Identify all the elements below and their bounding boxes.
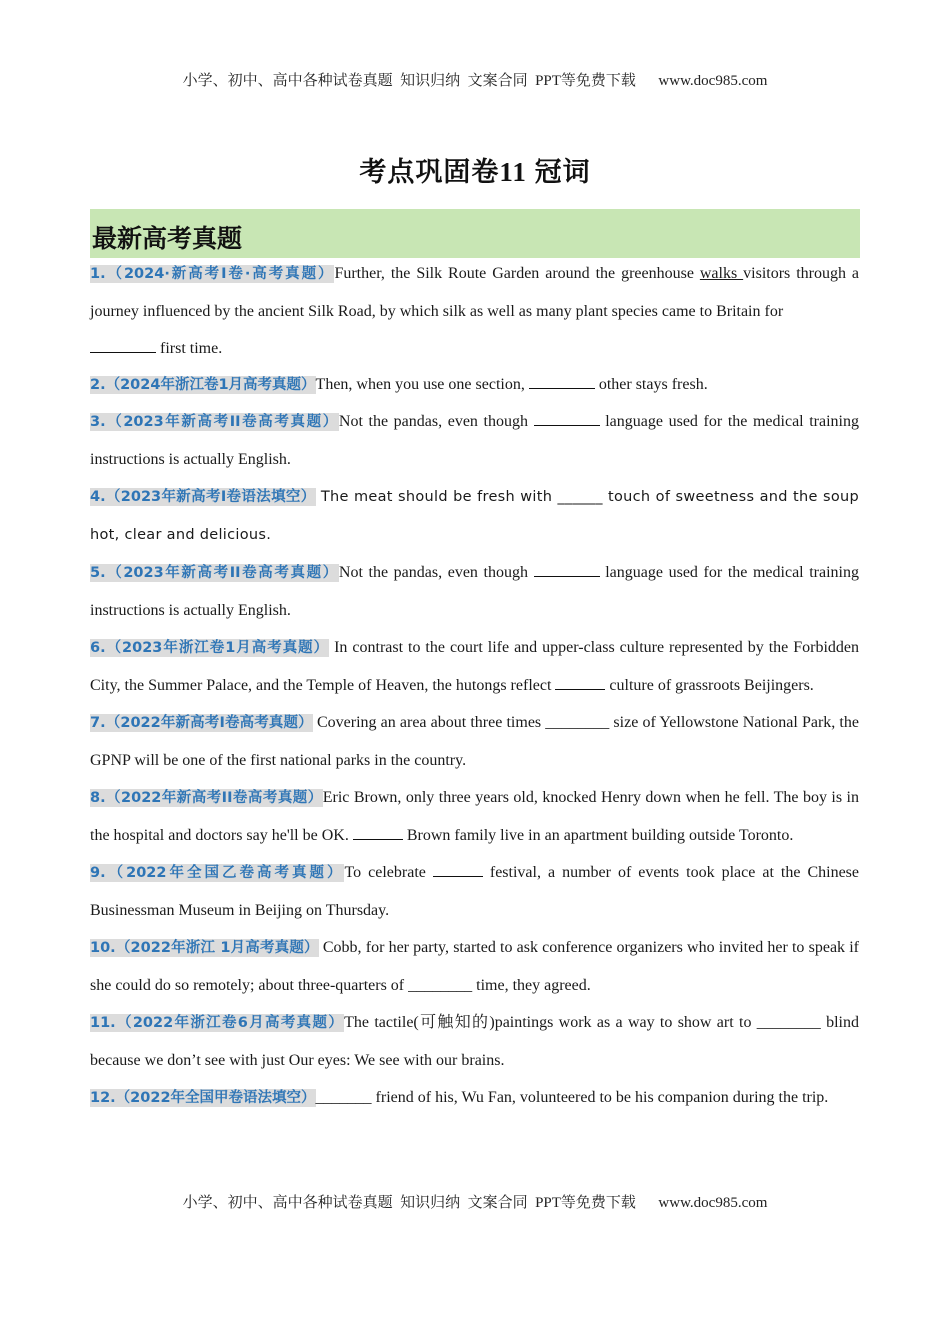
question-10: 10.（2022年浙江 1月高考真题） Cobb, for her party, started to ask conference organizers who invited her to speak if she could do so remotely; about three-quarters of ________ time, they agreed. — [90, 939, 859, 994]
answer-blank — [433, 862, 483, 877]
question-list — [90, 255, 859, 1117]
question-source-tag: 3.（2023年新高考II卷高考真题） — [90, 414, 339, 430]
answer-blank — [555, 675, 605, 690]
section-banner — [90, 209, 860, 258]
question-source-tag: 11.（2022年浙江卷6月高考真题） — [90, 1015, 345, 1031]
question-source-tag: 5.（2023年新高考II卷高考真题） — [90, 565, 339, 581]
question-source-tag: 6.（2023年浙江卷1月高考真题） — [90, 640, 330, 656]
section-title: 最新高考真题 — [92, 224, 243, 253]
answer-blank — [529, 374, 595, 389]
question-source-tag: 8.（2022年新高考II卷高考真题） — [90, 790, 323, 806]
question-9: 9.（2022年全国乙卷高考真题）To celebrate festival, a number of events took place at the Chinese Businessman Museum in Beijing on Thursday. — [90, 864, 860, 919]
answer-blank — [90, 338, 156, 353]
answer-blank — [534, 411, 600, 426]
page-header: 小学、初中、高中各种试卷真题 知识归纳 文案合同 PPT等免费下载 www.doc985.com — [182, 73, 768, 89]
question-4: 4.（2023年新高考I卷语法填空） The meat should be fresh with ______ touch of sweetness and the soup hot, clear and delicious. — [90, 489, 860, 543]
answer-blank — [534, 562, 600, 577]
question-source-tag: 4.（2023年新高考I卷语法填空） — [90, 489, 316, 505]
question-1: 1.（2024·新高考I卷·高考真题）Further, the Silk Route Garden around the greenhouse walks visitors through a journey influenced by the ancient Silk Road, by which silk as well as many plant species came to Britain for first time. — [90, 265, 860, 357]
question-8: 8.（2022年新高考II卷高考真题）Eric Brown, only three years old, knocked Henry down when he fell. The boy is in the hospital and doctors say he'll be OK. Brown family live in an apartment building outside Toronto. — [90, 789, 859, 844]
question-11: 11.（2022年浙江卷6月高考真题）The tactile(可触知的)paintings work as a way to show art to ________ blind because we don’t see with just Our eyes: We see with our brains. — [90, 1014, 859, 1069]
question-5: 5.（2023年新高考II卷高考真题）Not the pandas, even though language used for the medical training instructions is actually English. — [90, 564, 860, 619]
question-12: 12.（2022年全国甲卷语法填空）_______ friend of his, Wu Fan, volunteered to be his companion during the trip. — [90, 1089, 829, 1106]
question-source-tag: 1.（2024·新高考I卷·高考真题） — [90, 266, 335, 282]
question-source-tag: 7.（2022年新高考I卷高考真题） — [90, 715, 313, 731]
question-source-tag: 10.（2022年浙江 1月高考真题） — [90, 940, 319, 956]
answer-blank — [353, 825, 403, 840]
question-2: 2.（2024年浙江卷1月高考真题）Then, when you use one section, other stays fresh. — [90, 376, 708, 393]
page-footer: 小学、初中、高中各种试卷真题 知识归纳 文案合同 PPT等免费下载 www.doc985.com — [182, 1195, 768, 1211]
question-7: 7.（2022年新高考I卷高考真题） Covering an area about three times ________ size of Yellowstone National Park, the GPNP will be one of the first national parks in the country. — [90, 714, 859, 769]
question-3: 3.（2023年新高考II卷高考真题）Not the pandas, even though language used for the medical training instructions is actually English. — [90, 413, 860, 468]
question-source-tag: 9.（2022年全国乙卷高考真题） — [90, 865, 345, 881]
question-6: 6.（2023年浙江卷1月高考真题） In contrast to the court life and upper-class culture represented by the Forbidden City, the Summer Palace, and the Temple of Heaven, the hutongs reflect culture of grassroots Beijingers. — [90, 639, 860, 694]
question-source-tag: 2.（2024年浙江卷1月高考真题） — [90, 377, 316, 393]
page-title: 考点巩固卷11 冠词 — [359, 157, 591, 187]
question-source-tag: 12.（2022年全国甲卷语法填空） — [90, 1090, 316, 1106]
